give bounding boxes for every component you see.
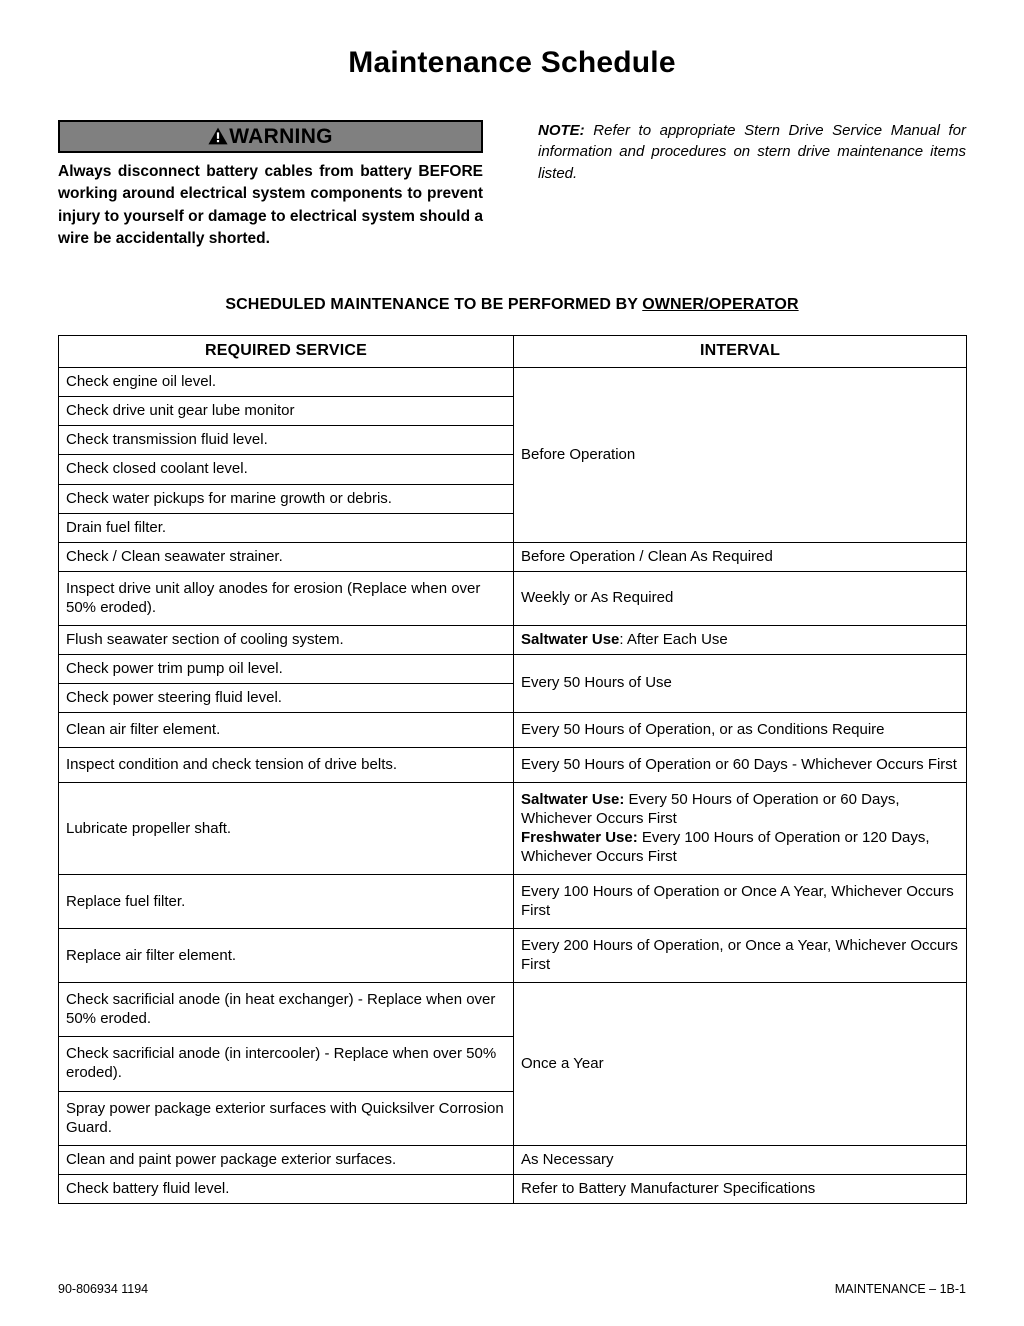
service-cell: Drain fuel filter. (59, 513, 514, 542)
service-cell: Check water pickups for marine growth or debris. (59, 484, 514, 513)
service-cell: Inspect drive unit alloy anodes for erosion (Replace when over 50% eroded). (59, 571, 514, 625)
table-row (59, 625, 967, 654)
interval-remainder-freshwater: Every 100 Hours of Operation or 120 Days, Whichever Occurs First (521, 829, 930, 866)
column-header-required-service: REQUIRED SERVICE (59, 336, 514, 368)
warning-block (58, 120, 483, 250)
table-row (59, 1174, 967, 1203)
interval-cell: Weekly or As Required (514, 571, 967, 625)
footer-section-label: MAINTENANCE – 1B-1 (834, 1282, 966, 1296)
service-cell: Inspect condition and check tension of drive belts. (59, 747, 514, 782)
note-label: NOTE: (538, 122, 585, 139)
service-cell: Check transmission fluid level. (59, 426, 514, 455)
service-cell: Check / Clean seawater strainer. (59, 542, 514, 571)
interval-cell: Every 50 Hours of Operation, or as Conditions Require (514, 712, 967, 747)
footer-part-number: 90-806934 1194 (58, 1282, 149, 1296)
service-cell: Check drive unit gear lube monitor (59, 397, 514, 426)
interval-cell: Before Operation / Clean As Required (514, 542, 967, 571)
table-row (59, 782, 967, 874)
section-heading (0, 296, 1024, 314)
interval-cell: Every 50 Hours of Use (514, 654, 967, 712)
interval-emphasis: Saltwater Use (521, 630, 620, 648)
interval-emphasis-freshwater: Freshwater Use: (521, 829, 638, 847)
interval-cell: Every 100 Hours of Operation or Once A Year, Whichever Occurs First (514, 875, 967, 929)
service-cell: Flush seawater section of cooling system. (59, 625, 514, 654)
table-header-row (59, 336, 967, 368)
table-row (59, 571, 967, 625)
interval-cell (514, 782, 967, 874)
service-cell: Clean air filter element. (59, 712, 514, 747)
table-row (59, 1145, 967, 1174)
warning-banner (58, 120, 483, 153)
table-row (59, 712, 967, 747)
table-row (59, 929, 967, 983)
interval-remainder: : After Each Use (619, 630, 728, 648)
warning-triangle-icon (208, 127, 228, 145)
service-cell: Check power trim pump oil level. (59, 654, 514, 683)
service-cell: Check battery fluid level. (59, 1174, 514, 1203)
table-row (59, 654, 967, 683)
service-cell: Lubricate propeller shaft. (59, 782, 514, 874)
service-cell: Spray power package exterior surfaces with Quicksilver Corrosion Guard. (59, 1091, 514, 1145)
table-row (59, 542, 967, 571)
note-text: Refer to appropriate Stern Drive Service Manual for information and procedures on stern drive maintenance items listed. (538, 122, 966, 182)
service-cell: Check closed coolant level. (59, 455, 514, 484)
column-header-interval: INTERVAL (514, 336, 967, 368)
service-cell: Check sacrificial anode (in heat exchanger) - Replace when over 50% eroded. (59, 983, 514, 1037)
service-cell: Replace air filter element. (59, 929, 514, 983)
interval-cell (514, 625, 967, 654)
page-title: Maintenance Schedule (348, 46, 676, 79)
table-row (59, 368, 967, 397)
interval-cell: Every 50 Hours of Operation or 60 Days - Whichever Occurs First (514, 747, 967, 782)
interval-cell: As Necessary (514, 1145, 967, 1174)
maintenance-schedule-table (58, 335, 967, 1204)
warning-banner-inner (208, 126, 333, 147)
service-cell: Check engine oil level. (59, 368, 514, 397)
table-row (59, 747, 967, 782)
interval-remainder-saltwater: Every 50 Hours of Operation or 60 Days, Whichever Occurs First (521, 790, 900, 828)
service-cell: Clean and paint power package exterior surfaces. (59, 1145, 514, 1174)
section-heading-prefix: SCHEDULED MAINTENANCE TO BE PERFORMED BY (225, 296, 643, 313)
warning-text: Always disconnect battery cables from battery BEFORE working around electrical system components to prevent injury to yourself or damage to electrical system should a wire be accidentally shorted. (58, 163, 483, 247)
table-row (59, 875, 967, 929)
table-row (59, 983, 967, 1037)
warning-label: WARNING (229, 125, 333, 148)
service-cell: Check power steering fluid level. (59, 683, 514, 712)
note-block (538, 120, 966, 184)
interval-emphasis-saltwater: Saltwater Use: (521, 790, 625, 808)
service-cell: Replace fuel filter. (59, 875, 514, 929)
interval-cell: Every 200 Hours of Operation, or Once a Year, Whichever Occurs First (514, 929, 967, 983)
service-cell: Check sacrificial anode (in intercooler) - Replace when over 50% eroded). (59, 1037, 514, 1091)
interval-cell: Before Operation (514, 368, 967, 542)
section-heading-underlined: OWNER/OPERATOR (642, 296, 799, 313)
interval-cell: Refer to Battery Manufacturer Specifications (514, 1174, 967, 1203)
interval-cell: Once a Year (514, 983, 967, 1145)
